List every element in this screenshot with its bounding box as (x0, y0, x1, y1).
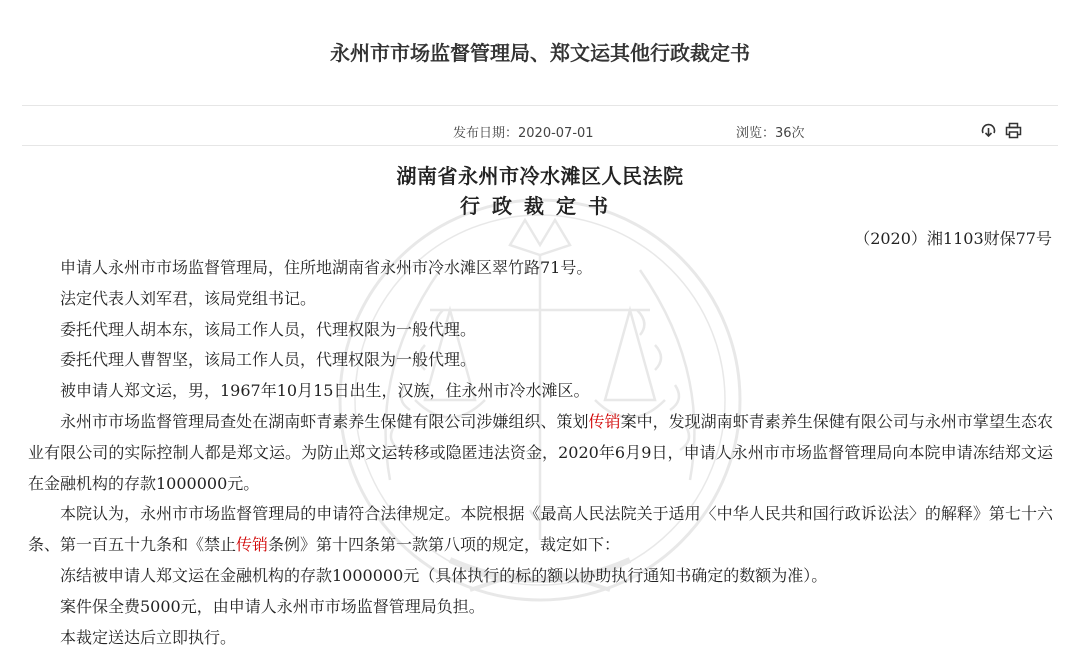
paragraph-text: 案件保全费5000元，由申请人永州市市场监督管理局负担。 (60, 596, 485, 616)
divider (22, 145, 1058, 146)
paragraph-text: 本院认为，永州市市场监督管理局的申请符合法律规定。本院根据《最高人民法院关于适用〈中华人民共和国行政诉讼法〉的解释》第七十六条、第一百五十九条和《禁止 (28, 504, 1053, 555)
paragraph-text: 冻结被申请人郑文运在金融机构的存款1000000元（具体执行的标的额以协助执行通知书确定的数额为准）。 (60, 565, 828, 585)
download-icon[interactable] (980, 122, 997, 139)
publish-date: 发布日期：2020-07-01 (453, 126, 594, 141)
page-title: 永州市市场监督管理局、郑文运其他行政裁定书 (330, 41, 750, 65)
paragraph-text: 委托代理人曹智坚，该局工作人员，代理权限为一般代理。 (60, 350, 477, 370)
paragraph (28, 623, 1053, 654)
paragraph-text: 永州市市场监督管理局查处在湖南虾青素养生保健有限公司涉嫌组织、策划 (60, 411, 589, 431)
document-type: 行政裁定书 (460, 194, 620, 218)
paragraph (28, 499, 1053, 561)
print-icon[interactable] (1005, 122, 1022, 139)
toolbar (980, 122, 1022, 139)
paragraph (28, 315, 1053, 346)
divider (22, 105, 1058, 106)
paragraph (28, 407, 1053, 499)
paragraph-text: 法定代表人刘军君，该局党组书记。 (60, 288, 317, 308)
paragraph (28, 253, 1053, 284)
paragraph-text: 案中，发现湖南虾青素养生保健有限公司与永州市掌望生态农业有限公司的实际控制人都是郑文运。为防止郑文运转移或隐匿违法资金，2020年6月9日，申请人永州市市场监督管理局向本院申请冻结郑文运在金融机构的存款1000000元。 (28, 411, 1053, 493)
paragraph (28, 376, 1053, 407)
paragraph-text: 本裁定送达后立即执行。 (60, 627, 237, 647)
paragraph-text: 条例》第十四条第一款第八项的规定，裁定如下： (268, 535, 621, 555)
paragraph-text: 委托代理人胡本东，该局工作人员，代理权限为一般代理。 (60, 319, 477, 339)
paragraph (28, 284, 1053, 315)
view-count: 浏览：36次 (736, 126, 805, 141)
highlight-keyword-link[interactable]: 传销 (588, 411, 621, 431)
paragraph (28, 592, 1053, 623)
highlight-keyword-link[interactable]: 传销 (236, 535, 269, 555)
document-body (28, 253, 1053, 653)
court-name: 湖南省永州市冷水滩区人民法院 (396, 164, 684, 188)
paragraph-text: 被申请人郑文运，男，1967年10月15日出生，汉族，住永州市冷水滩区。 (60, 381, 590, 401)
paragraph (28, 561, 1053, 592)
paragraph (28, 345, 1053, 376)
case-number: （2020）湘1103财保77号 (854, 229, 1052, 248)
paragraph-text: 申请人永州市市场监督管理局，住所地湖南省永州市冷水滩区翠竹路71号。 (60, 258, 593, 277)
